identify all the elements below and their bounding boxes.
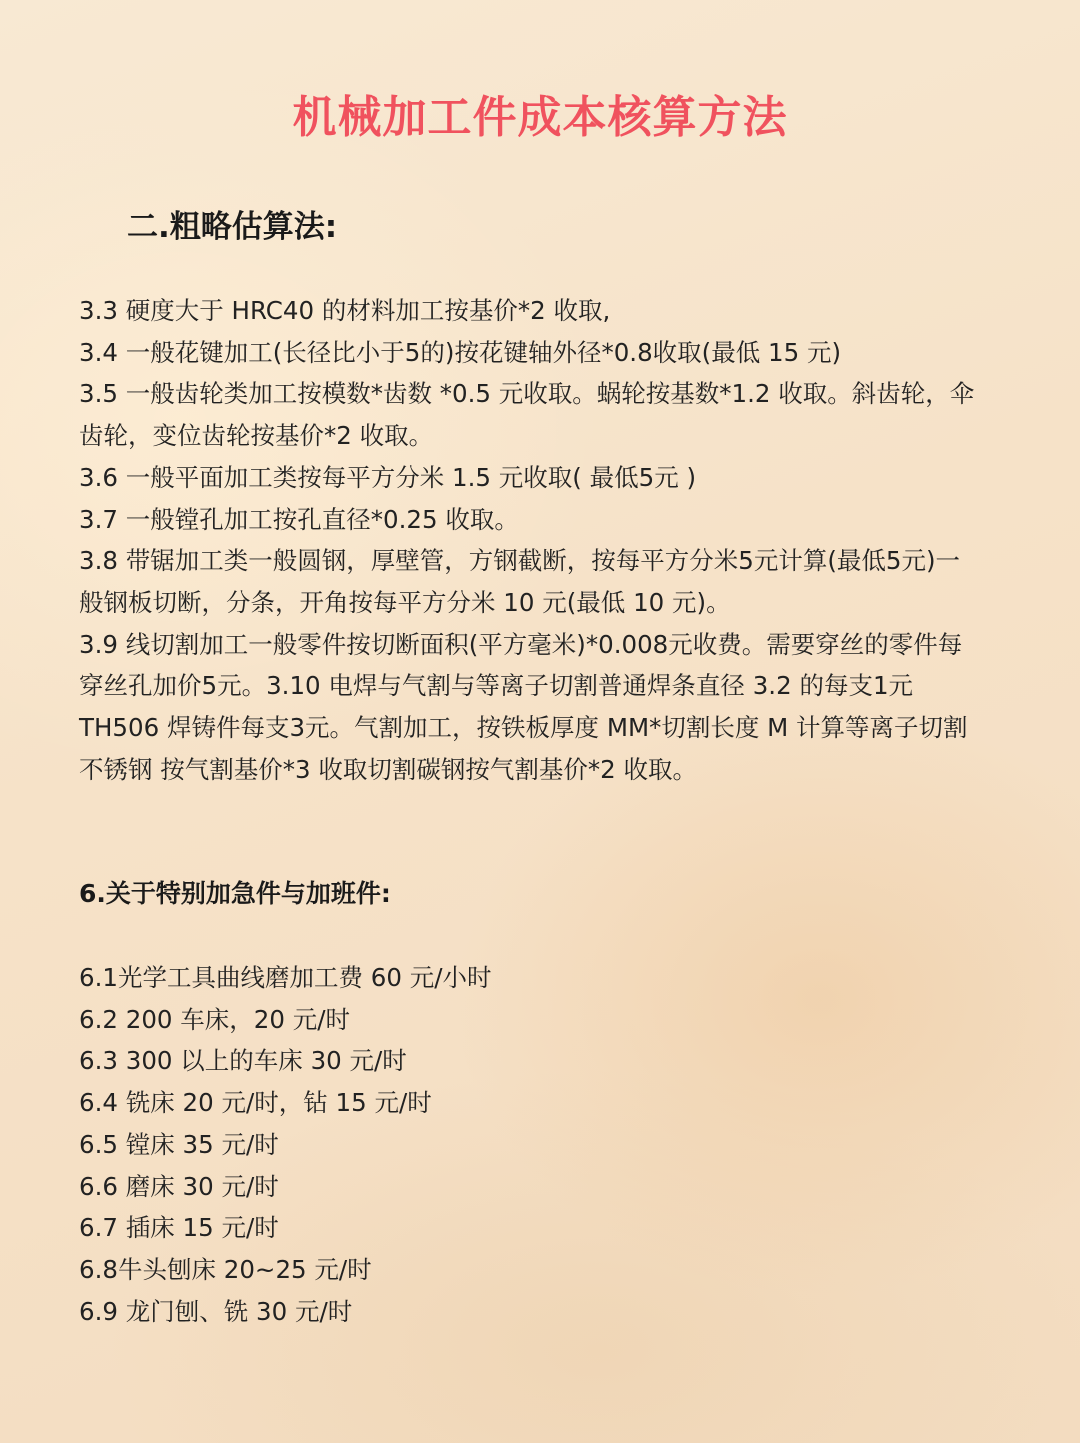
rate-item: 6.3 300 以上的车床 30 元/时: [79, 1046, 407, 1076]
page-title: 机械加工件成本核算方法: [292, 92, 788, 143]
hourly-rates-list: [79, 957, 979, 1332]
rate-item: 6.9 龙门刨、铣 30 元/时: [79, 1296, 353, 1326]
section-heading: 二.粗略估算法:: [127, 209, 338, 245]
rule-paragraph: 3.4 一般花键加工(长径比小于5的)按花键轴外径*0.8收取(最低 15 元): [79, 337, 842, 367]
rate-item: 6.4 铣床 20 元/时，钻 15 元/时: [79, 1088, 432, 1118]
rate-item: 6.6 磨床 30 元/时: [79, 1171, 279, 1201]
rate-item: 6.5 镗床 35 元/时: [79, 1129, 279, 1159]
rate-item: 6.2 200 车床，20 元/时: [79, 1004, 351, 1034]
rule-paragraph: 3.8 带锯加工类一般圆钢，厚壁管，方钢截断，按每平方分米5元计算(最低5元)一般钢板切断，分条，开角按每平方分米 10 元(最低 10 元)。: [79, 546, 961, 617]
rule-paragraph: 3.9 线切割加工一般零件按切断面积(平方毫米)*0.008元收费。需要穿丝的零件每穿丝孔加价5元。3.10 电焊与气割与等离子切割普通焊条直径 3.2 的每支1元TH506 焊铸件每支3元。气割加工，按铁板厚度 MM*切割长度 M 计算等离子切割不锈钢 按气割基价*3 收取切割碳钢按气割基价*2 收取。: [79, 629, 968, 784]
rate-item: 6.1光学工具曲线磨加工费 60 元/小时: [79, 963, 492, 992]
rule-paragraph: 3.7 一般镗孔加工按孔直径*0.25 收取。: [79, 504, 519, 534]
rule-paragraph: 3.5 一般齿轮类加工按模数*齿数 *0.5 元收取。蜗轮按基数*1.2 收取。斜齿轮，伞齿轮，变位齿轮按基价*2 收取。: [79, 379, 975, 451]
estimation-rules: [79, 290, 979, 790]
rate-item: 6.7 插床 15 元/时: [79, 1213, 279, 1243]
urgent-heading: 6.关于特别加急件与加班件:: [79, 879, 391, 908]
rule-paragraph: 3.3 硬度大于 HRC40 的材料加工按基价*2 收取,: [79, 296, 611, 325]
rate-item: 6.8牛头刨床 20~25 元/时: [79, 1254, 372, 1284]
rule-paragraph: 3.6 一般平面加工类按每平方分米 1.5 元收取( 最低5元 ): [79, 462, 697, 492]
